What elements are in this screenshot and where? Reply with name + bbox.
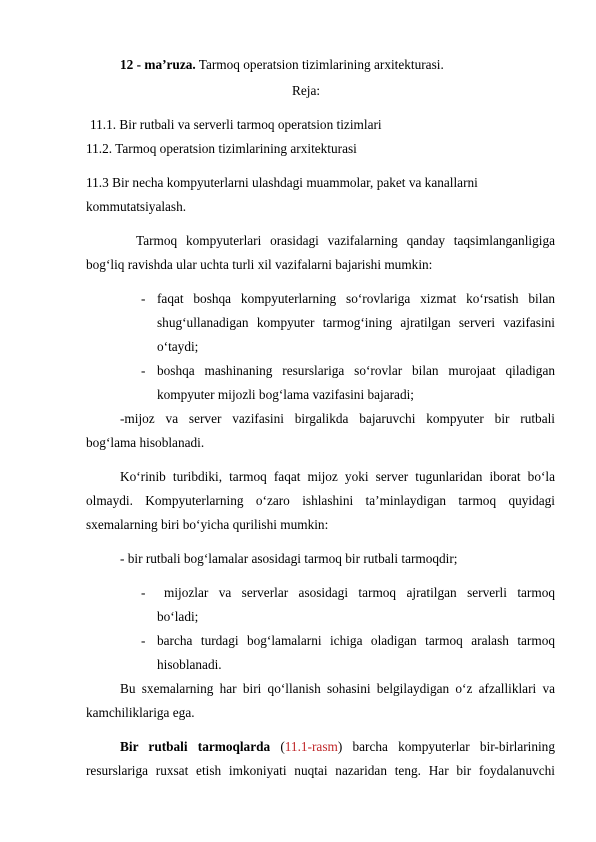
paragraph-line: bog‘liq ravishda ular uchta turli xil vazifalarni bajarishi mumkin: [86,257,433,272]
paren-open: ( [270,739,285,754]
paragraph-line: Bu sxemalarning har biri qo‘llanish sohasini belgilaydigan o‘z afzalliklari va [120,681,555,696]
list-dash: - [141,633,146,648]
list-item-line: shug‘ullanadigan kompyuter tarmog‘ining ajratilgan serveri vazifasini [157,315,555,330]
list-item-line: barcha turdagi bog‘lamalarni ichiga oladigan tarmoq aralash tarmoq [157,633,555,648]
plan-item: 11.2. Tarmoq operatsion tizimlarining arxitekturasi [86,141,357,156]
plan-item: 11.3 Bir necha kompyuterlarni ulashdagi muammolar, paket va kanallarni [86,175,478,190]
paragraph-line [120,735,555,759]
paragraph-line: bog‘lama hisoblanadi. [86,435,205,450]
plan-item: 11.1. Bir rutbali va serverli tarmoq operatsion tizimlari [90,117,382,132]
list-item-line: faqat boshqa kompyuterlarning so‘rovlariga xizmat ko‘rsatish bilan [157,291,555,306]
plan-label: Reja: [292,83,321,98]
paragraph-text: ) barcha kompyuterlar bir-birlarining [337,739,555,754]
list-item-line: bo‘ladi; [157,609,199,624]
list-item-line: boshqa mashinaning resurslariga so‘rovlar bilan murojaat qiladigan [157,363,555,378]
plan-item: kommutatsiyalash. [86,199,187,214]
lecture-label: 12 - ma’ruza. [120,57,196,72]
bold-term: Bir rutbali tarmoqlarda [120,739,271,754]
list-item-line: kompyuter mijozli bog‘lama vazifasini bajaradi; [157,387,414,402]
list-dash: - [141,585,146,600]
paragraph-line: olmaydi. Kompyuterlarning o‘zaro ishlashini ta’minlaydigan tarmoq quyidagi [86,493,555,508]
paragraph-line: sxemalarning biri bo‘yicha qurilishi mumkin: [86,517,329,532]
paragraph-line: Ko‘rinib turibdiki, tarmoq faqat mijoz yoki server tugunlaridan iborat bo‘la [120,469,555,484]
list-item-line: hisoblanadi. [157,657,222,672]
list-item-line: mijozlar va serverlar asosidagi tarmoq ajratilgan serverli tarmoq [164,585,555,600]
list-dash: - [141,291,146,306]
list-dash: - [141,363,146,378]
paragraph-line: kamchiliklariga ega. [86,705,195,720]
paragraph-line: - bir rutbali bog‘lamalar asosidagi tarmoq bir rutbali tarmoqdir; [120,551,458,566]
paragraph-line: resurslariga ruxsat etish imkoniyati nuqtai nazaridan teng. Har bir foydalanuvchi [86,763,555,778]
paragraph-line: -mijoz va server vazifasini birgalikda bajaruvchi kompyuter bir rutbali [120,411,555,426]
lecture-heading [120,53,444,77]
lecture-title: Tarmoq operatsion tizimlarining arxitekturasi. [195,57,444,72]
list-item-line: o‘taydi; [157,339,199,354]
figure-reference-link[interactable]: 11.1-rasm [284,739,338,754]
paragraph-line: Tarmoq kompyuterlari orasidagi vazifalarning qanday taqsimlanganligiga [136,233,555,248]
